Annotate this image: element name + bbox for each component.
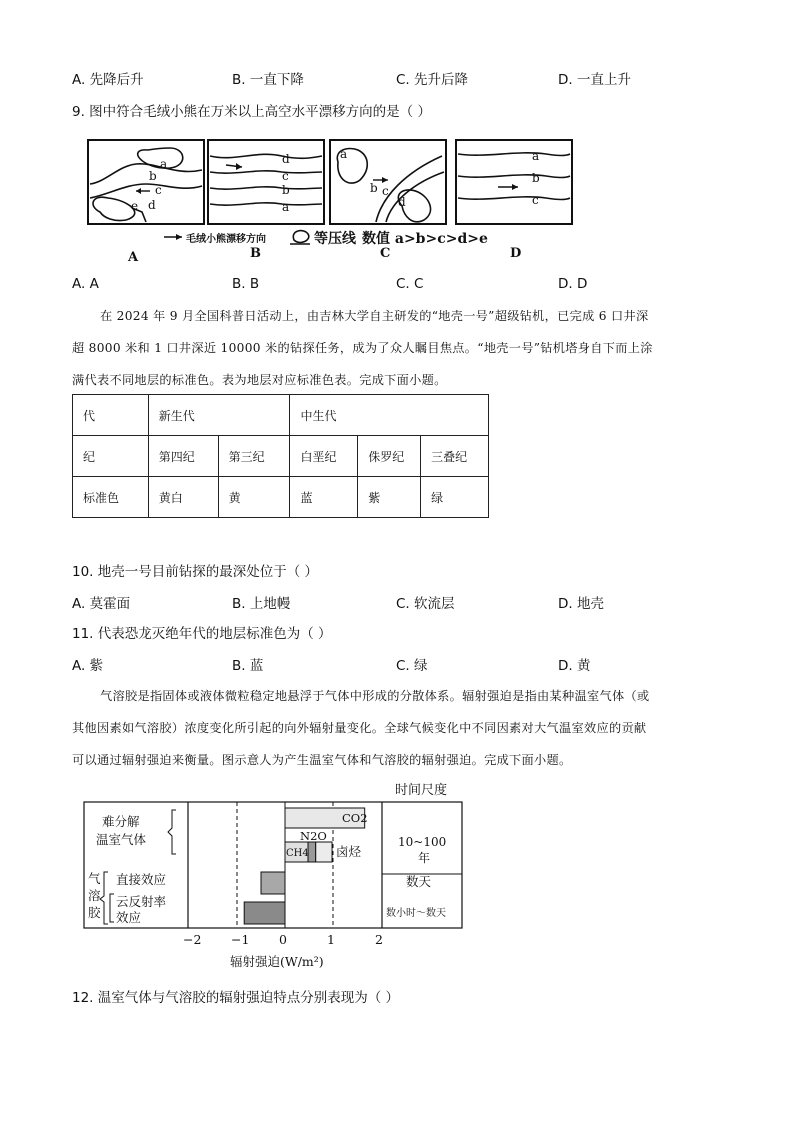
passage-aerosol-line-2: 其他因素如气溶胶）浓度变化所引起的向外辐射量变化。全球气候变化中不同因素对大气温室效应的贡献	[72, 721, 647, 735]
table-row	[73, 477, 489, 518]
panel-d-label-a: a	[532, 149, 540, 163]
ch4-label: CH4	[286, 848, 309, 859]
ghg-label-line2: 温室气体	[96, 832, 147, 847]
q10-option-a: A. 莫霍面	[72, 596, 131, 612]
table-row	[73, 436, 489, 477]
ghg-label-line1: 难分解	[102, 814, 140, 829]
timescale-aerosol: 数小时～数天	[386, 908, 446, 919]
panel-b-label-c: c	[282, 169, 289, 183]
panel-d-label-b: b	[532, 171, 540, 185]
q8-option-d: D. 一直上升	[558, 72, 631, 88]
panel-label-c: C	[380, 246, 391, 261]
panel-c-label-b: b	[370, 181, 378, 195]
passage-aerosol	[72, 680, 742, 776]
q8-option-b: B. 一直下降	[232, 72, 304, 88]
q11-option-c: C. 绿	[396, 658, 428, 674]
cloud-effect-label-line1: 云反射率	[116, 894, 167, 909]
panel-b-label-d: d	[282, 152, 290, 166]
legend-value-text: 数值 a>b>c>d>e	[362, 231, 488, 247]
table-cell: 白垩纪	[290, 436, 358, 477]
panel-d-map	[456, 140, 572, 224]
passage-drilling-line-3: 满代表不同地层的标准色。表为地层对应标准色表。完成下面小题。	[72, 373, 447, 387]
panel-a-label-c: c	[155, 183, 162, 197]
isobar-legend-icon	[293, 231, 309, 243]
panel-c-map	[330, 140, 446, 224]
x-tick-label: 2	[375, 932, 383, 947]
x-tick-label: 1	[327, 932, 335, 947]
panel-label-a: A	[128, 250, 139, 265]
aerosol-char-1: 气	[88, 871, 101, 886]
q10-option-b: B. 上地幔	[232, 596, 291, 612]
table-cell: 紫	[358, 477, 421, 518]
co2-label: CO2	[342, 811, 368, 825]
timescale-days: 数天	[406, 874, 432, 889]
q10-option-c: C. 软流层	[396, 596, 455, 612]
passage-drilling	[72, 300, 742, 396]
bar-卤烃	[316, 842, 332, 862]
n2o-label: N2O	[300, 829, 327, 843]
table-cell: 三叠纪	[421, 436, 489, 477]
table-cell: 第四纪	[148, 436, 218, 477]
panel-label-b: B	[250, 246, 261, 261]
q9-option-c: C. C	[396, 276, 424, 292]
timescale-ghg-line2: 年	[418, 851, 431, 865]
q11-stem: 11. 代表恐龙灭绝年代的地层标准色为（ ）	[72, 626, 332, 642]
q9-option-b: B. B	[232, 276, 260, 292]
table-cell: 纪	[73, 436, 149, 477]
q9-option-a: A. A	[72, 276, 99, 292]
table-cell: 代	[73, 395, 149, 436]
table-cell: 新生代	[148, 395, 290, 436]
x-tick-label: −2	[183, 932, 202, 947]
q9-isobar-figure	[86, 136, 606, 266]
panel-label-d: D	[510, 246, 522, 261]
panel-c-label-c: c	[382, 184, 389, 198]
table-cell: 黄	[218, 477, 290, 518]
table-cell: 中生代	[290, 395, 489, 436]
q8-option-c: C. 先升后降	[396, 72, 469, 88]
panel-a-label-e: e	[131, 199, 139, 213]
radiative-forcing-chart	[80, 776, 470, 972]
passage-drilling-line-1: 在 2024 年 9 月全国科普日活动上，由吉林大学自主研发的“地壳一号”超级钻机，已完成 6 口井深	[100, 309, 649, 323]
panel-b-label-a: a	[282, 200, 290, 214]
timescale-ghg-line1: 10~100	[398, 835, 447, 849]
q9-stem: 9. 图中符合毛绒小熊在万米以上高空水平漂移方向的是（ ）	[72, 104, 431, 120]
q12-stem: 12. 温室气体与气溶胶的辐射强迫特点分别表现为（ ）	[72, 990, 400, 1006]
bar-云反射率效应	[244, 902, 285, 924]
panel-a-label-a: a	[160, 157, 168, 171]
panel-a-map	[88, 140, 204, 224]
q9-option-d: D. D	[558, 276, 588, 292]
aerosol-char-3: 胶	[88, 905, 101, 920]
legend-arrow-text: 毛绒小熊漂移方向	[186, 234, 266, 245]
table-cell: 绿	[421, 477, 489, 518]
direct-effect-label: 直接效应	[116, 872, 167, 887]
table-row	[73, 395, 489, 436]
strata-color-table	[72, 394, 489, 518]
q11-option-a: A. 紫	[72, 658, 104, 674]
q8-option-a: A. 先降后升	[72, 72, 144, 88]
panel-b-map	[208, 140, 324, 224]
q10-stem: 10. 地壳一号目前钻探的最深处位于（ ）	[72, 564, 319, 580]
legend-isobar-text: 等压线	[314, 231, 356, 247]
panel-c-label-d: d	[398, 195, 406, 209]
passage-drilling-line-2: 超 8000 米和 1 口井深近 10000 米的钻探任务，成为了众人瞩目焦点。“地壳一号”钻机塔身自下而上涂	[72, 341, 653, 355]
bar-N2O	[308, 842, 316, 862]
x-axis-label: 辐射强迫(W/m²)	[230, 954, 324, 969]
halocarbon-label: 卤烃	[336, 844, 362, 859]
panel-c-label-a: a	[340, 147, 348, 161]
bar-直接效应	[261, 872, 285, 894]
table-cell: 黄白	[148, 477, 218, 518]
ghg-brace	[168, 810, 176, 854]
timescale-title: 时间尺度	[395, 783, 448, 798]
passage-aerosol-line-3: 可以通过辐射强迫来衡量。图示意人为产生温室气体和气溶胶的辐射强迫。完成下面小题。	[72, 753, 572, 767]
q9-legend	[164, 230, 488, 247]
aerosol-char-2: 溶	[88, 888, 101, 903]
passage-aerosol-line-1: 气溶胶是指固体或液体微粒稳定地悬浮于气体中形成的分散体系。辐射强迫是指由某种温室气体（或	[100, 689, 650, 703]
panel-d-label-c: c	[532, 193, 539, 207]
x-tick-label: 0	[279, 932, 287, 947]
table-cell: 蓝	[290, 477, 358, 518]
table-cell: 第三纪	[218, 436, 290, 477]
panel-a-label-b: b	[149, 169, 157, 183]
q11-option-d: D. 黄	[558, 658, 591, 674]
q10-option-d: D. 地壳	[558, 596, 604, 612]
table-cell: 标准色	[73, 477, 149, 518]
cloud-effect-label-line2: 效应	[116, 910, 142, 925]
panel-a-label-d: d	[148, 198, 156, 212]
aerosol-brace	[100, 872, 108, 924]
q11-option-b: B. 蓝	[232, 658, 264, 674]
x-tick-label: −1	[231, 932, 250, 947]
table-cell: 侏罗纪	[358, 436, 421, 477]
panel-b-label-b: b	[282, 183, 290, 197]
